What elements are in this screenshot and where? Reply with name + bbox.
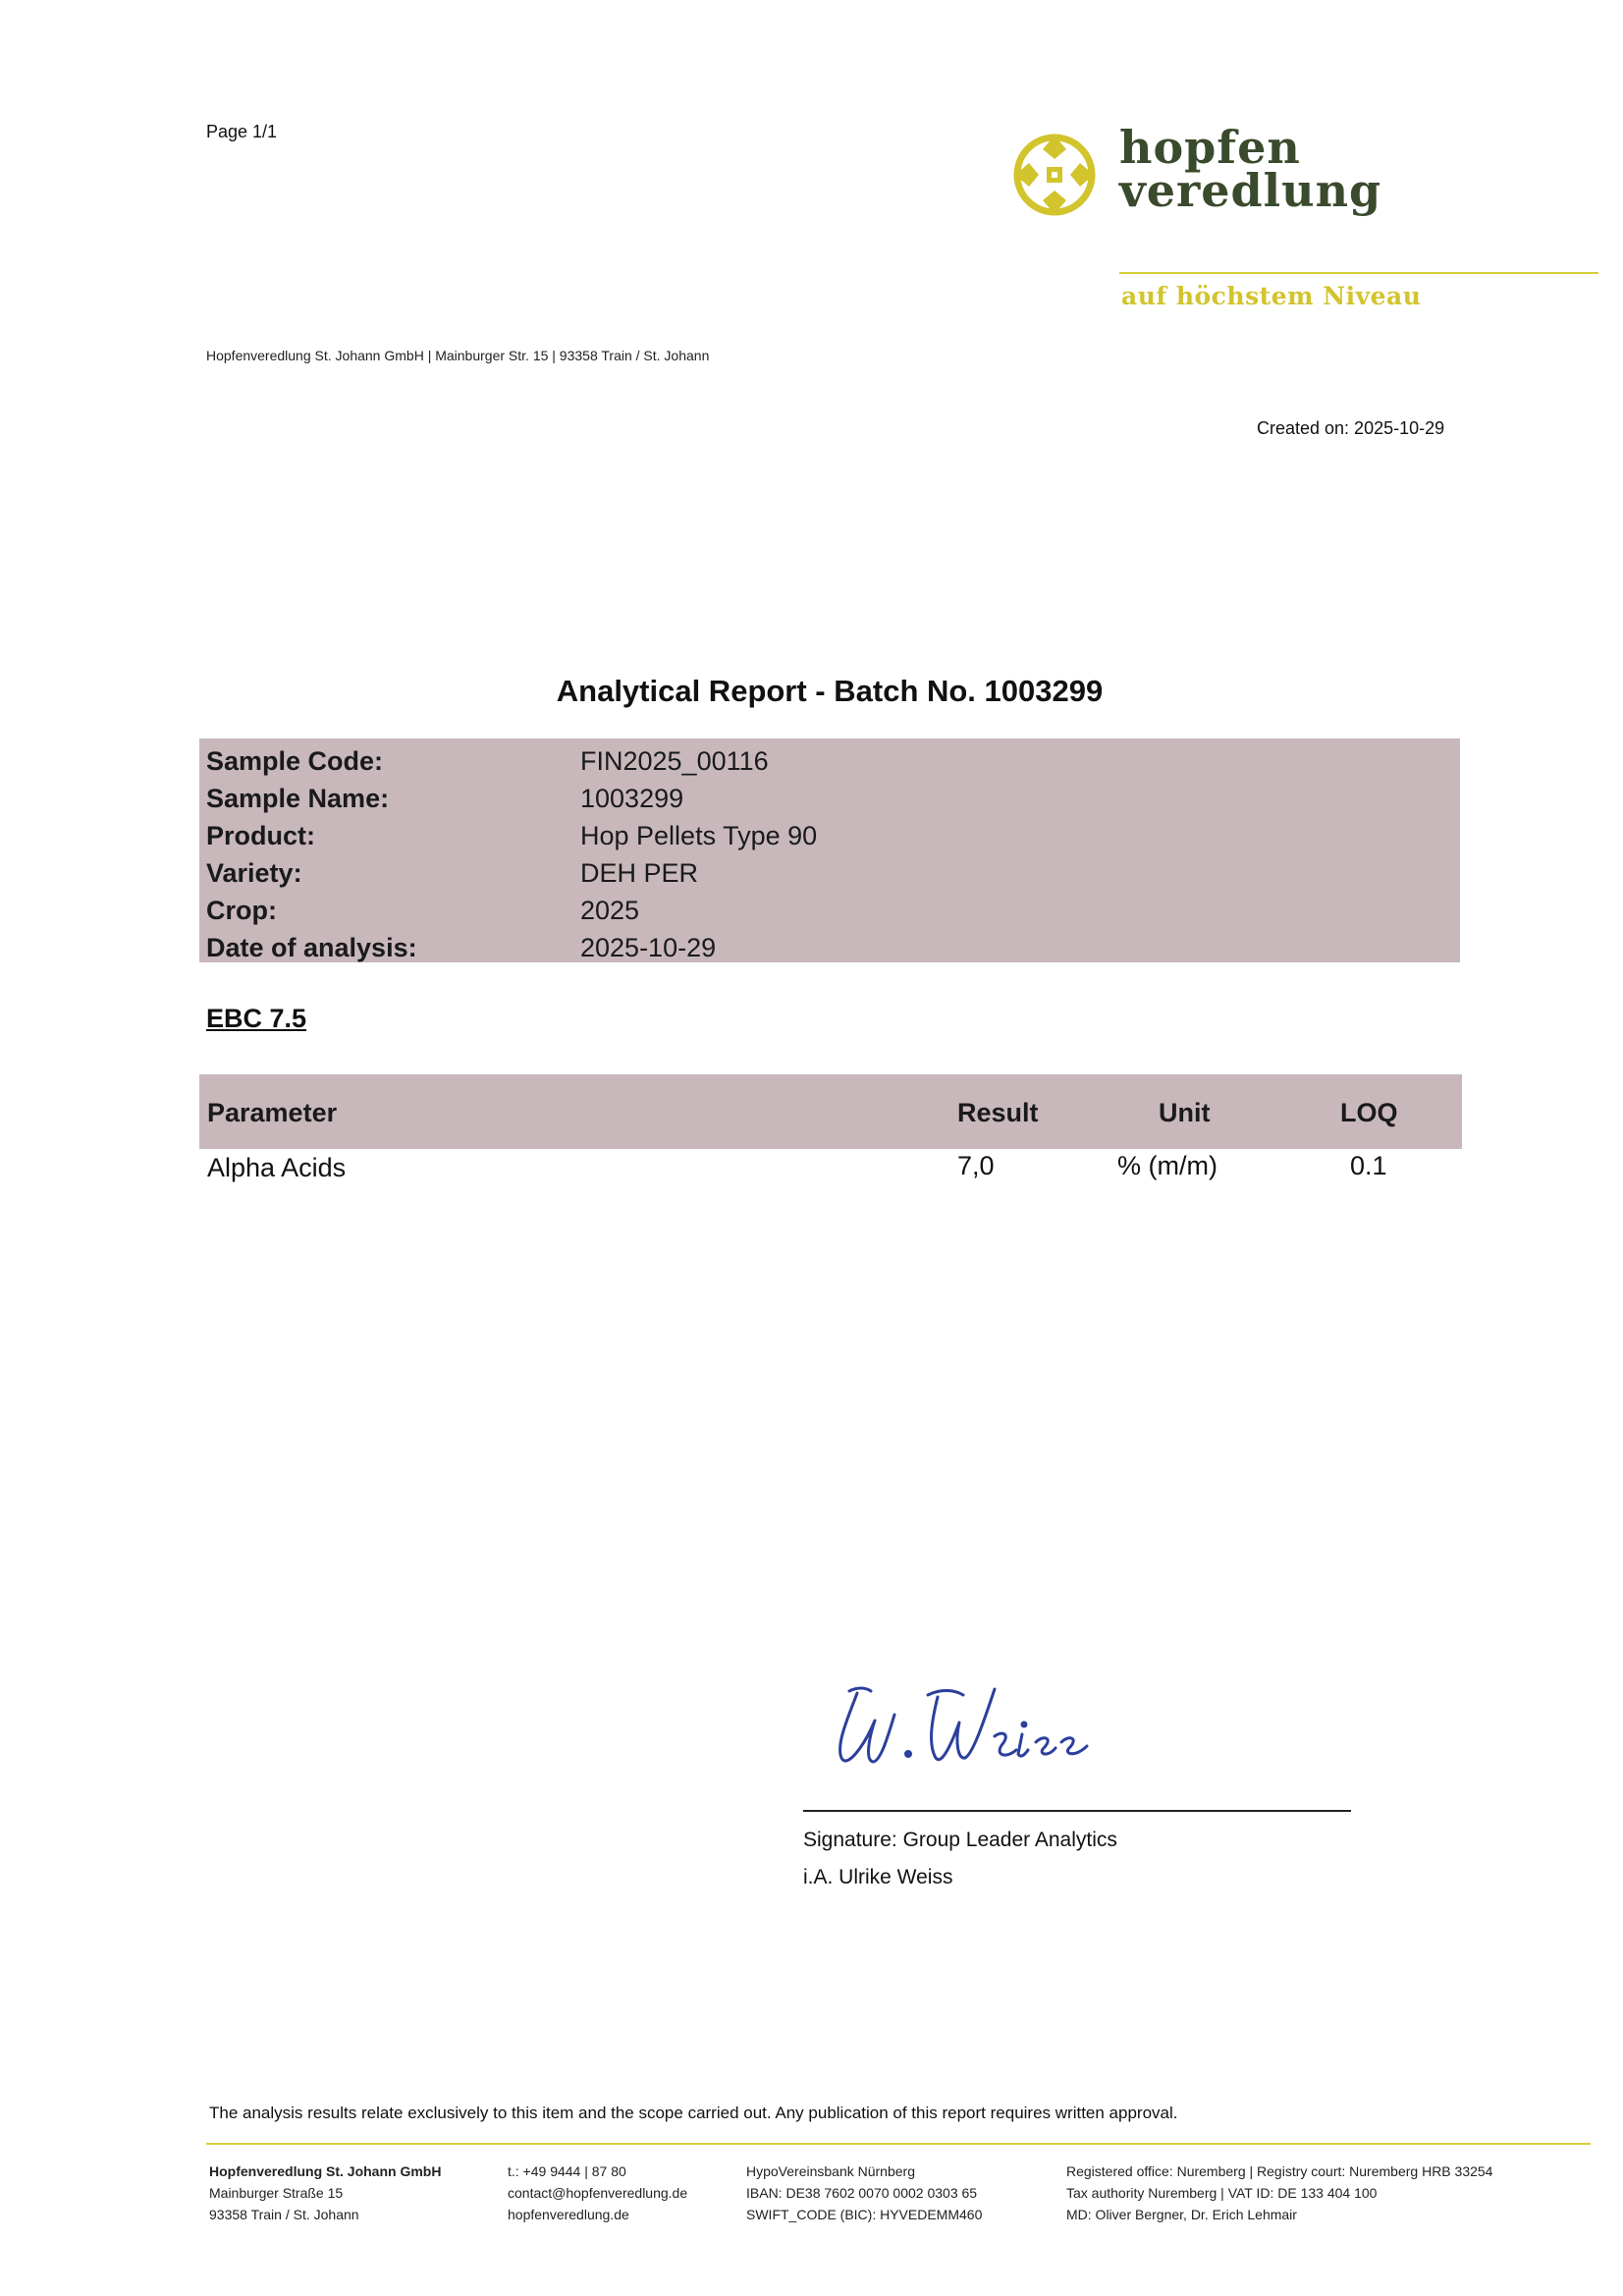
header-unit: Unit: [1159, 1098, 1211, 1127]
info-label: Sample Code:: [206, 746, 384, 776]
hop-logo-icon: [1009, 130, 1100, 220]
footer-tax: Tax authority Nuremberg | VAT ID: DE 133 404 100: [1066, 2185, 1378, 2201]
footer-company-city: 93358 Train / St. Johann: [209, 2207, 359, 2222]
info-row-variety: [199, 854, 1460, 892]
info-label: Variety:: [206, 858, 302, 888]
info-row-product: [199, 817, 1460, 854]
info-row-crop: [199, 892, 1460, 929]
info-row-sample-code: [199, 742, 1460, 780]
info-value: 1003299: [580, 784, 684, 813]
header-parameter: Parameter: [207, 1098, 338, 1127]
footer-legal: [1066, 2160, 1492, 2225]
footer-contact: [508, 2160, 687, 2225]
method-heading: EBC 7.5: [206, 1004, 307, 1033]
cell-loq: 0.1: [1350, 1151, 1387, 1180]
signature-role: Signature: Group Leader Analytics: [803, 1829, 1117, 1851]
cell-parameter: Alpha Acids: [207, 1153, 347, 1182]
info-value: Hop Pellets Type 90: [580, 821, 818, 850]
brand-rule: [1119, 272, 1598, 274]
footer-company: [209, 2160, 441, 2225]
disclaimer: The analysis results relate exclusively to this item and the scope carried out. Any publication of this report requires written approval.: [209, 2104, 1178, 2122]
header-loq: LOQ: [1340, 1098, 1398, 1127]
report-title: Analytical Report - Batch No. 1003299: [556, 674, 1104, 708]
footer-registry: Registered office: Nuremberg | Registry court: Nuremberg HRB 33254: [1066, 2163, 1493, 2179]
brand-line-1: hopfen: [1119, 121, 1301, 174]
info-value: 2025: [580, 896, 640, 925]
footer-email[interactable]: contact@hopfenveredlung.de: [508, 2185, 688, 2201]
header-result: Result: [957, 1098, 1039, 1127]
signature-line: [803, 1810, 1351, 1812]
handwritten-signature: [830, 1675, 1114, 1783]
info-value: 2025-10-29: [580, 933, 717, 962]
footer-iban: IBAN: DE38 7602 0070 0002 0303 65: [746, 2185, 978, 2201]
footer-company-street: Mainburger Straße 15: [209, 2185, 344, 2201]
info-label: Sample Name:: [206, 784, 390, 813]
footer-phone: t.: +49 9444 | 87 80: [508, 2163, 626, 2179]
info-label: Date of analysis:: [206, 933, 417, 962]
cell-result: 7,0: [957, 1151, 995, 1180]
sample-info-box: [199, 738, 1460, 962]
info-label: Product:: [206, 821, 315, 850]
cell-unit: % (m/m): [1117, 1151, 1217, 1180]
info-label: Crop:: [206, 896, 277, 925]
brand-tagline: auf höchstem Niveau: [1121, 282, 1422, 310]
signature-name: i.A. Ulrike Weiss: [803, 1866, 953, 1888]
footer-swift: SWIFT_CODE (BIC): HYVEDEMM460: [746, 2207, 983, 2222]
footer-company-name: Hopfenveredlung St. Johann GmbH: [209, 2163, 442, 2179]
info-value: FIN2025_00116: [580, 746, 769, 776]
info-value: DEH PER: [580, 858, 699, 888]
table-row: [199, 1151, 1462, 1194]
brand-wordmark: [1119, 121, 1382, 217]
footer-bank-name: HypoVereinsbank Nürnberg: [746, 2163, 915, 2179]
info-row-date-of-analysis: [199, 929, 1460, 966]
brand-line-2: veredlung: [1119, 164, 1382, 217]
footer-md: MD: Oliver Bergner, Dr. Erich Lehmair: [1066, 2207, 1297, 2222]
created-date: Created on: 2025-10-29: [1257, 418, 1445, 438]
results-table-header: [199, 1074, 1462, 1149]
footer-website[interactable]: hopfenveredlung.de: [508, 2207, 629, 2222]
info-row-sample-name: [199, 780, 1460, 817]
page-number: Page 1/1: [206, 122, 278, 141]
sender-address: Hopfenveredlung St. Johann GmbH | Mainburger Str. 15 | 93358 Train / St. Johann: [206, 348, 710, 363]
footer-rule: [206, 2143, 1591, 2145]
footer-bank: [746, 2160, 982, 2225]
